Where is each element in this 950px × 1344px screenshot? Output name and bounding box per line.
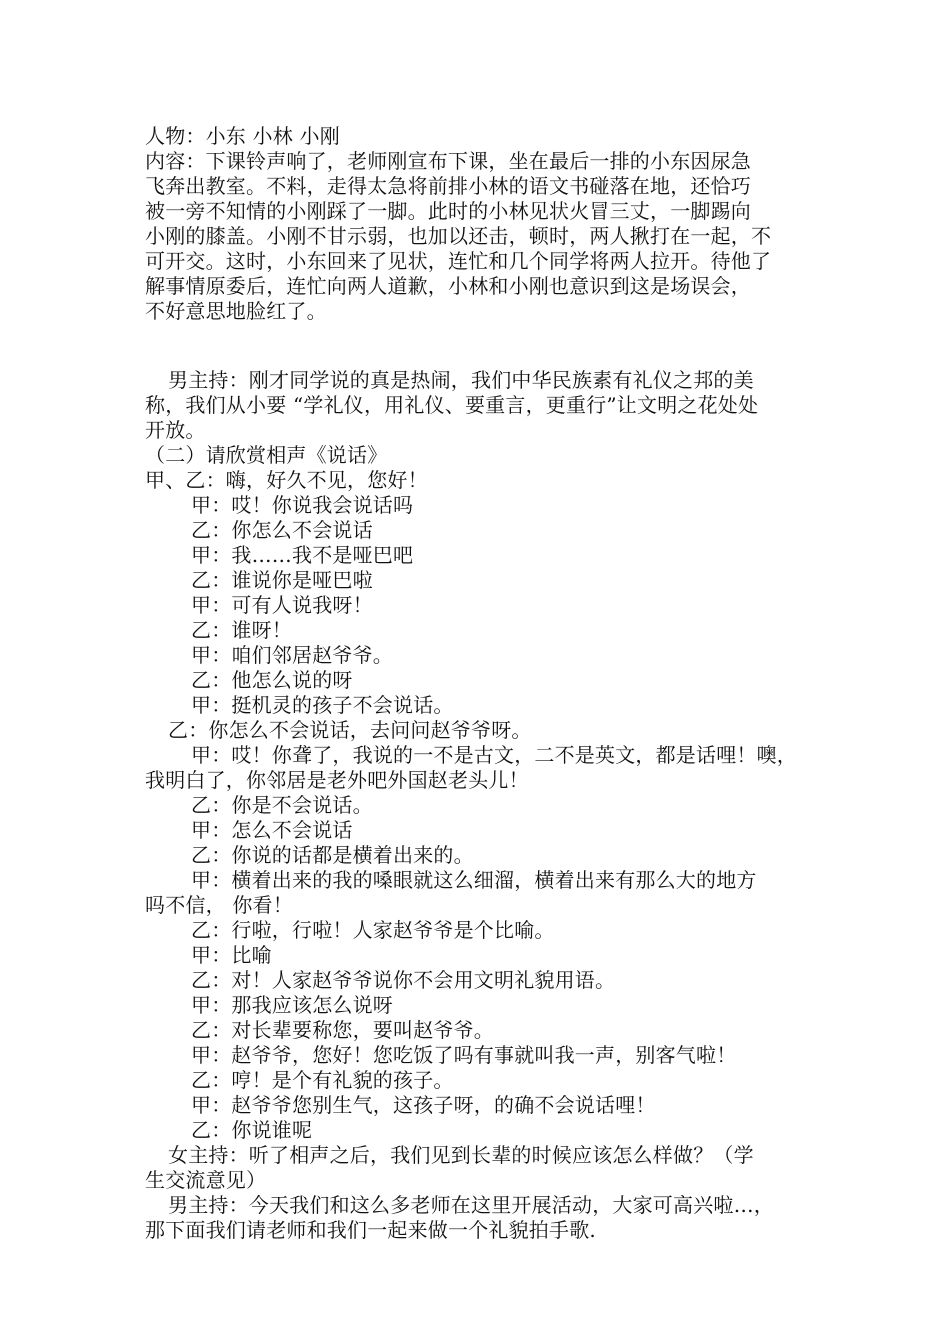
host-line: 称，我们从小要 “学礼仪，用礼仪、要重言，更重行”让文明之花处处 [145, 393, 759, 417]
document-page [145, 124, 815, 1243]
dialogue-line: 甲：哎！你说我会说话吗 [191, 493, 414, 517]
dialogue-line: 乙：你怎么不会说话 [191, 518, 373, 542]
dialogue-line: 甲：可有人说我呀！ [191, 593, 373, 617]
dialogue-line: 甲、乙：嗨，好久不见，您好！ [145, 468, 428, 492]
dialogue-line: 乙：他怎么说的呀 [191, 668, 353, 692]
dialogue-line: 乙：哼！是个有礼貌的孩子。 [191, 1068, 454, 1092]
content-line: 可开交。这时，小东回来了见状，连忙和几个同学将两人拉开。待他了 [145, 249, 772, 273]
dialogue-line: 乙：谁呀！ [191, 618, 292, 642]
dialogue-line: 甲：咱们邻居赵爷爷。 [191, 643, 393, 667]
dialogue-line: 甲：我……我不是哑巴吧 [191, 543, 414, 567]
dialogue-line: 甲：赵爷爷您别生气，这孩子呀，的确不会说话哩！ [191, 1093, 656, 1117]
content-paragraph [145, 149, 815, 324]
dialogue-line: 女主持：听了相声之后，我们见到长辈的时候应该怎么样做？（学 [168, 1143, 754, 1167]
dialogue-line: 乙：行啦，行啦！人家赵爷爷是个比喻。 [191, 918, 555, 942]
dialogue-line: 甲：横着出来的我的嗓眼就这么细溜，横着出来有那么大的地方 [191, 868, 757, 892]
dialogue-line: 甲：挺机灵的孩子不会说话。 [191, 693, 454, 717]
dialogue-line: 甲：赵爷爷，您好！您吃饭了吗有事就叫我一声，别客气啦！ [191, 1043, 737, 1067]
content-line: 解事情原委后，连忙向两人道歉，小林和小刚也意识到这是场误会， [145, 274, 751, 298]
dialogue-line: 甲：怎么不会说话 [191, 818, 353, 842]
host-line: 男主持：刚才同学说的真是热闹，我们中华民族素有礼仪之邦的美 [168, 368, 754, 392]
dialogue-line: 吗不信， 你看！ [145, 893, 293, 917]
content-line: 内容：下课铃声响了，老师刚宣布下课，坐在最后一排的小东因尿急 [145, 149, 751, 173]
paragraph-gap [145, 324, 815, 368]
dialogue-line: 乙：你说谁呢 [191, 1118, 313, 1142]
dialogue-line: 男主持：今天我们和这么多老师在这里开展活动，大家可高兴啦…， [168, 1193, 774, 1217]
content-line: 飞奔出教室。不料，走得太急将前排小林的语文书碰落在地，还恰巧 [145, 174, 751, 198]
section-title: （二）请欣赏相声《说话》 [145, 443, 388, 467]
dialogue-line: 乙：对长辈要称您，要叫赵爷爷。 [191, 1018, 494, 1042]
host-line: 开放。 [145, 418, 206, 442]
dialogue-line: 乙：你说的话都是横着出来的。 [191, 843, 474, 867]
characters-line: 人物：小东 小林 小刚 [145, 124, 340, 148]
host-paragraph [145, 368, 815, 443]
content-line: 小刚的膝盖。小刚不甘示弱，也加以还击，顿时，两人揪打在一起，不 [145, 224, 772, 248]
dialogue-line: 我明白了，你邻居是老外吧外国赵老头儿！ [145, 768, 529, 792]
dialogue-line: 甲：那我应该怎么说呀 [191, 993, 393, 1017]
content-line: 不好意思地脸红了。 [145, 299, 327, 323]
dialogue-line: 乙：谁说你是哑巴啦 [191, 568, 373, 592]
dialogue-line: 那下面我们请老师和我们一起来做一个礼貌拍手歌. [145, 1218, 596, 1242]
crosstalk-dialogue [145, 468, 815, 1243]
dialogue-line: 生交流意见） [145, 1168, 267, 1192]
dialogue-line: 甲：哎！你聋了，我说的一不是古文，二不是英文，都是话哩！噢， [191, 743, 797, 767]
dialogue-line: 甲：比喻 [191, 943, 272, 967]
dialogue-line: 乙：你是不会说话。 [191, 793, 373, 817]
dialogue-line: 乙：你怎么不会说话，去问问赵爷爷呀。 [168, 718, 532, 742]
content-line: 被一旁不知情的小刚踩了一脚。此时的小林见状火冒三丈，一脚踢向 [145, 199, 751, 223]
dialogue-line: 乙：对！人家赵爷爷说你不会用文明礼貌用语。 [191, 968, 616, 992]
